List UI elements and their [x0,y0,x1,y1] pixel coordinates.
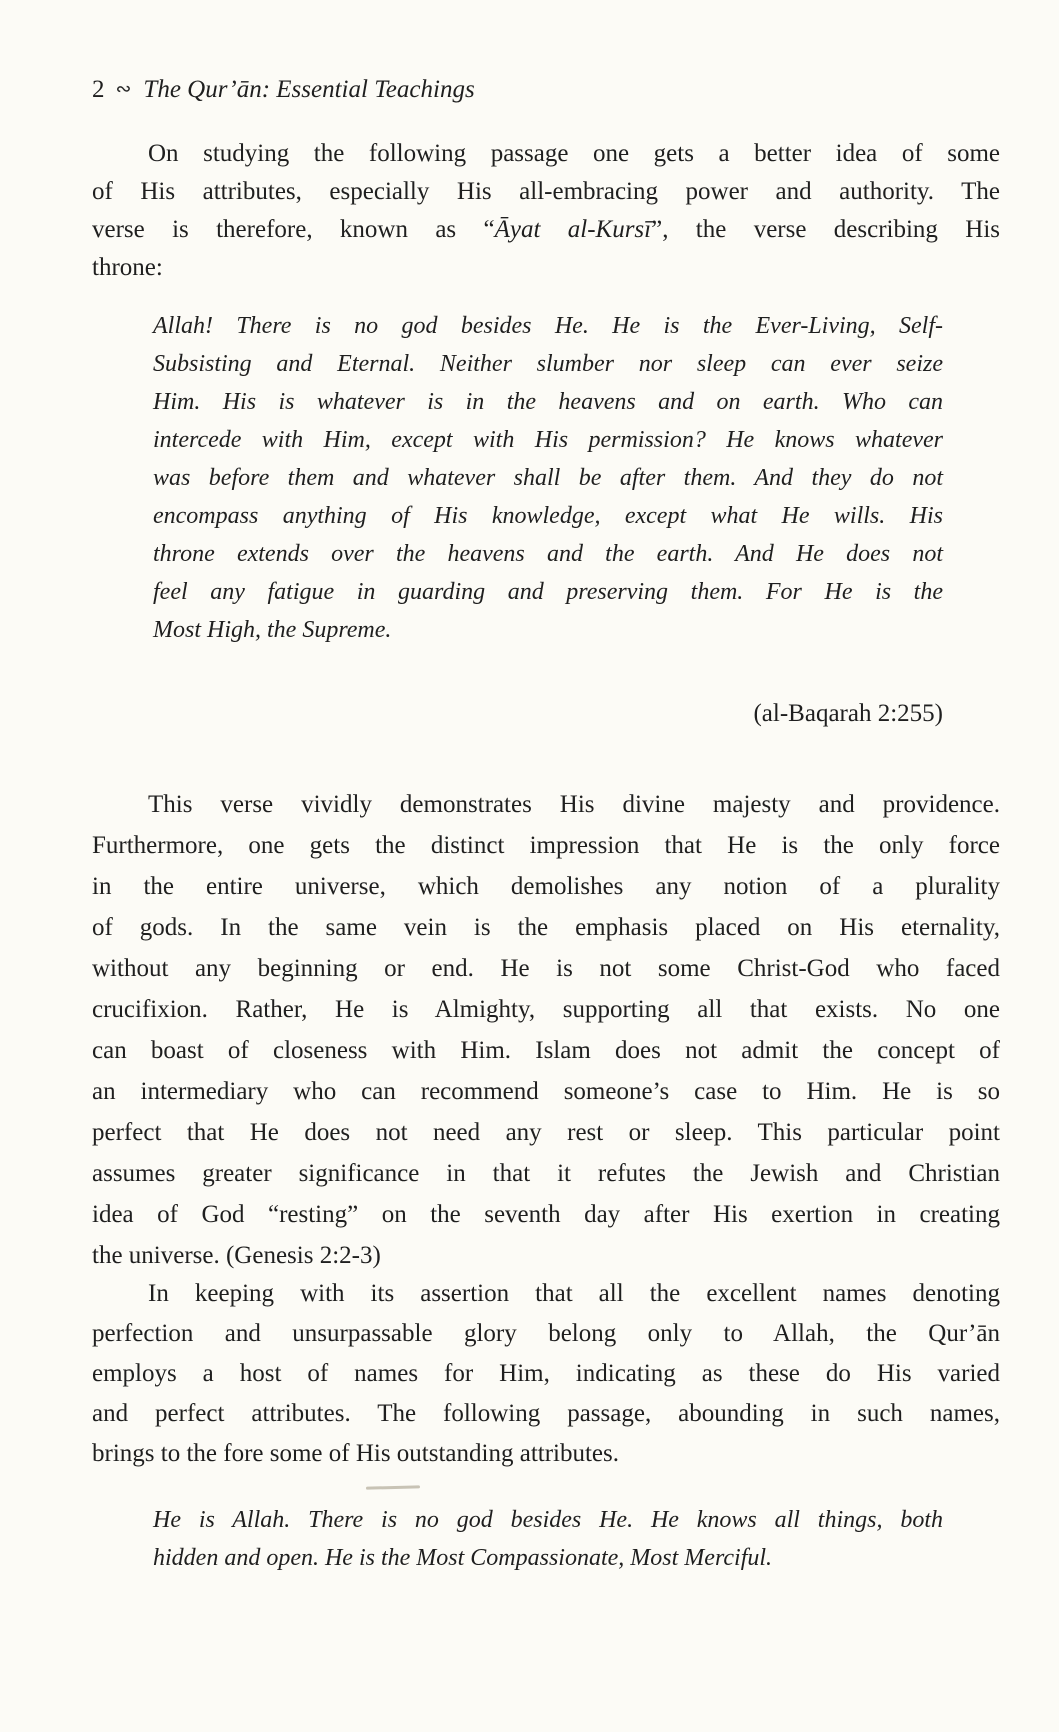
paragraph-intro [92,135,1000,287]
text-line: without any beginning or end. He is not some Christ-God who faced [92,955,1000,982]
text-line: and perfect attributes. The following passage, abounding in such names, [92,1400,1000,1427]
text-line: perfect that He does not need any rest or sleep. This particular point [92,1119,1000,1146]
text-line: feel any fatigue in guarding and preserving them. For He is the [153,579,943,605]
text-line: of gods. In the same vein is the emphasis placed on His eternality, [92,914,1000,941]
paragraph-names-of-allah [92,1274,1000,1474]
text-line: In keeping with its assertion that all the excellent names denoting [148,1280,1000,1307]
text-line: Him. His is whatever is in the heavens and on earth. Who can [153,389,943,415]
text-line: employs a host of names for Him, indicating as these do His varied [92,1360,1000,1387]
paragraph-commentary [92,784,1000,1276]
text-line: of His attributes, especially His all-embracing power and authority. The [92,178,1000,205]
leaf-ornament-icon: ∾ [115,78,132,100]
text-line: crucifixion. Rather, He is Almighty, supporting all that exists. No one [92,996,1000,1023]
running-header [92,74,475,107]
text-line: assumes greater significance in that it refutes the Jewish and Christian [92,1160,1000,1187]
text-line: He is Allah. There is no god besides He. He knows all things, both [153,1507,943,1533]
text-line: in the entire universe, which demolishes any notion of a plurality [92,873,1000,900]
text-line: the universe. (Genesis 2:2-3) [92,1242,381,1269]
text-line: On studying the following passage one gets a better idea of some [148,140,1000,167]
text-line: throne: [92,254,163,281]
text-line: encompass anything of His knowledge, except what He wills. His [153,503,943,529]
scan-artifact-mark [366,1485,420,1489]
book-title: The Qur’ān: Essential Teachings [143,76,475,103]
quran-quote-ayat-al-kursi [153,307,943,649]
text-line: an intermediary who can recommend someone’s case to Him. He is so [92,1078,1000,1105]
verse-attribution: (al-Baqarah 2:255) [753,700,943,727]
text-line: This verse vividly demonstrates His divine majesty and providence. [148,791,1000,818]
text-line: brings to the fore some of His outstanding attributes. [92,1440,620,1467]
text-line: was before them and whatever shall be after them. And they do not [153,465,943,491]
text-line: intercede with Him, except with His permission? He knows whatever [153,427,943,453]
text-line: perfection and unsurpassable glory belong only to Allah, the Qur’ān [92,1320,1000,1347]
text-line: Subsisting and Eternal. Neither slumber nor sleep can ever seize [153,351,943,377]
text-line: verse is therefore, known as “Āyat al-Kursī”, the verse describing His [92,216,1000,243]
text-line: can boast of closeness with Him. Islam does not admit the concept of [92,1037,1000,1064]
quran-quote-he-is-allah [153,1501,943,1577]
text-line: hidden and open. He is the Most Compassionate, Most Merciful. [153,1545,773,1571]
page-number: 2 [92,76,106,103]
text-line: idea of God “resting” on the seventh day after His exertion in creating [92,1201,1000,1228]
text-line: Most High, the Supreme. [153,617,392,643]
text-line: Furthermore, one gets the distinct impression that He is the only force [92,832,1000,859]
text-line: throne extends over the heavens and the earth. And He does not [153,541,943,567]
text-line: Allah! There is no god besides He. He is the Ever-Living, Self- [153,313,943,339]
